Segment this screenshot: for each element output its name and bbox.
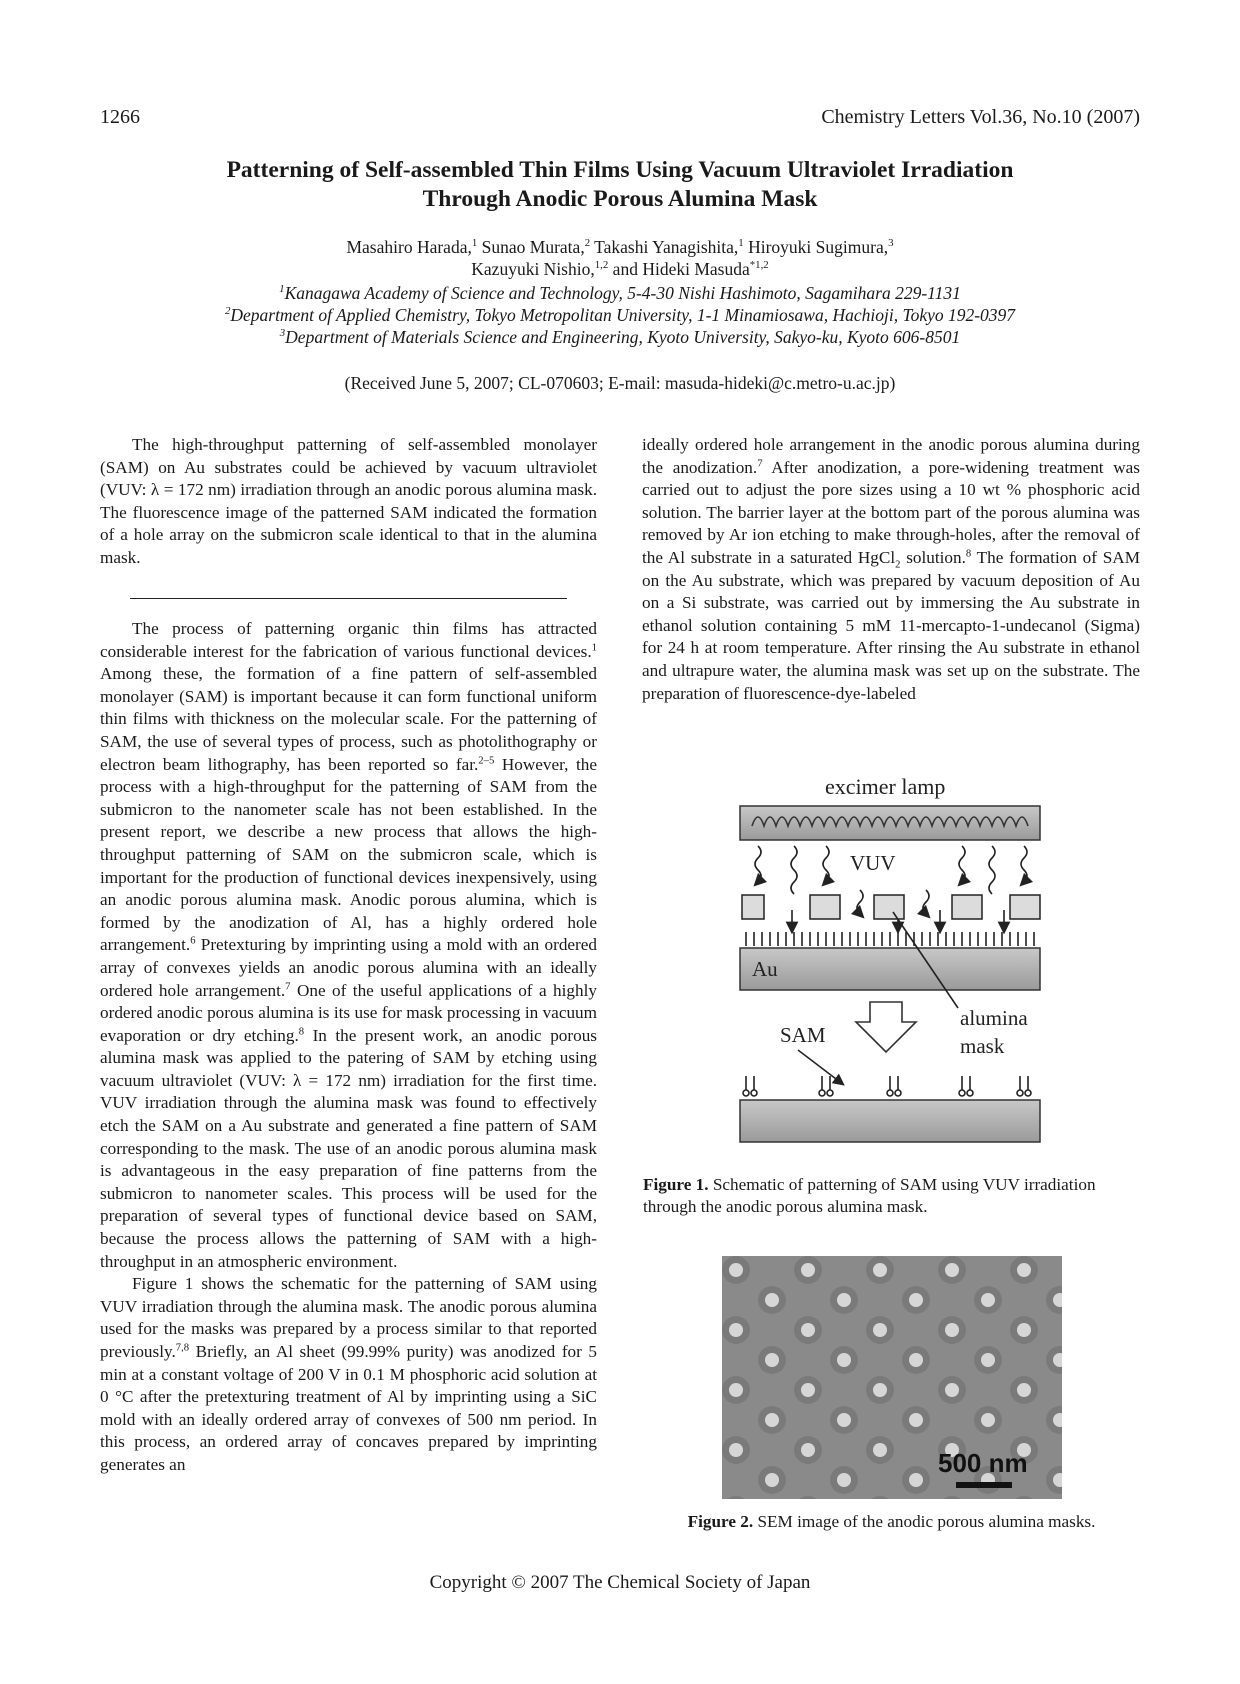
- title-line-1: Patterning of Self-assembled Thin Films Using Vacuum Ultraviolet Irradiation: [226, 157, 1014, 183]
- running-head: Chemistry Letters Vol.36, No.10 (2007): [821, 106, 1140, 128]
- author-list: [100, 236, 1140, 280]
- copyright-footer: Copyright © 2007 The Chemical Society of Japan: [429, 1572, 811, 1593]
- title-line-2: Through Anodic Porous Alumina Mask: [422, 186, 818, 212]
- paper-title: [100, 156, 1140, 214]
- left-column-body: [100, 618, 597, 1477]
- abstract: [100, 434, 597, 570]
- scale-bar: [956, 1482, 1012, 1488]
- page-number: 1266: [100, 106, 140, 128]
- sam-molecules-patterned: [743, 1076, 1031, 1096]
- right-column-body: [642, 434, 1140, 705]
- sam-molecules-top: [746, 932, 1034, 946]
- process-arrow: [856, 1002, 916, 1052]
- figure-1-caption: Figure 1. Schematic of patterning of SAM using VUV irradiation through the anodic porous alumina mask.: [643, 1175, 1096, 1216]
- abstract-divider: [130, 598, 567, 599]
- mask-label-1: alumina: [960, 1006, 1028, 1030]
- scale-bar-label: 500 nm: [938, 1448, 1028, 1478]
- body-paragraph-3: ideally ordered hole arrangement in the anodic porous alumina during the anodization.$^7$ After anodization, a pore-widening treatment was carried out to adjust the pore sizes using a 10 wt % phosphoric acid solution. The barrier layer at the bottom part of the porous alumina was removed by Ar ion etching to make through-holes, after the removal of the Al substrate in a saturated HgCl$_2$ solution.$^8$ The formation of SAM on the Au substrate, which was prepared by vacuum deposition of Au on a Si substrate, was carried out by immersing the Au substrate in ethanol solution containing 5 mM 11-mercapto-1-undecanol (Sigma) for 24 h at room temperature. After rinsing the Au substrate in ethanol and ultrapure water, the alumina mask was set up on the substrate. The preparation of fluorescence-dye-labeled: [642, 435, 1140, 703]
- alumina-mask-blocks: [742, 895, 1040, 919]
- received-line: (Received June 5, 2007; CL-070603; E-mail: masuda-hideki@c.metro-u.ac.jp): [344, 373, 896, 393]
- author-line-2: Kazuyuki Nishio,$^{1,2}$ and Hideki Masuda$^{*1,2}$: [471, 259, 769, 279]
- abstract-text: The high-throughput patterning of self-assembled monolayer (SAM) on Au substrates could be achieved by vacuum ultraviolet (VUV: λ = 172 nm) irradiation through an anodic porous alumina mask. The fluorescence image of the patterned SAM indicated the formation of a hole array on the submicron scale identical to that in the alumina mask.: [100, 435, 597, 567]
- au-substrate-bottom: [740, 1100, 1040, 1142]
- mask-label-2: mask: [960, 1034, 1005, 1058]
- au-substrate-top: [740, 948, 1040, 990]
- au-label: Au: [752, 957, 778, 981]
- lamp-label: excimer lamp: [825, 774, 946, 799]
- sam-label: SAM: [780, 1023, 826, 1047]
- affiliation-list: [100, 282, 1140, 348]
- affiliation-1: $^1$Kanagawa Academy of Science and Technology, 5-4-30 Nishi Hashimoto, Sagamihara 229-1131: [279, 283, 961, 303]
- figure-2-sem-image: [722, 1256, 1062, 1499]
- vuv-label: VUV: [850, 851, 896, 875]
- sam-pointer-line: [798, 1050, 840, 1082]
- figure-1-schematic: [730, 770, 1050, 1160]
- figure-2-caption: Figure 2. SEM image of the anodic porous alumina masks.: [687, 1512, 1096, 1531]
- excimer-lamp-housing: [740, 806, 1040, 840]
- affiliation-3: $^3$Department of Materials Science and Engineering, Kyoto University, Sakyo-ku, Kyoto 606-8501: [279, 327, 961, 347]
- affiliation-2: $^2$Department of Applied Chemistry, Tokyo Metropolitan University, 1-1 Minamiosawa, Hachioji, Tokyo 192-0397: [224, 305, 1016, 325]
- body-paragraph-2: Figure 1 shows the schematic for the patterning of SAM using VUV irradiation through the alumina mask. The anodic porous alumina used for the masks was prepared by a process similar to that reported previously.$^{7,8}$ Briefly, an Al sheet (99.99% purity) was anodized for 5 min at a constant voltage of 200 V in 0.1 M phosphoric acid solution at 0 °C after the pretexturing treatment of Al by imprinting using a SiC mold with an ideally ordered array of convexes of 500 nm period. In this process, an ordered array of concaves prepared by imprinting generates an: [100, 1274, 597, 1474]
- author-line-1: Masahiro Harada,$^1$ Sunao Murata,$^2$ Takashi Yanagishita,$^1$ Hiroyuki Sugimura,$^3$: [346, 237, 894, 257]
- body-paragraph-1: The process of patterning organic thin films has attracted considerable interest for the fabrication of various functional devices.$^1$ Among these, the formation of a fine pattern of self-assembled monolayer (SAM) is important because it can form functional uniform thin films with thickness on the molecular scale. For the patterning of SAM, the use of several types of process, such as photolithography or electron beam lithography, has been reported so far.$^{2-5}$ However, the process with a high-throughput for the patterning of SAM from the submicron to the nanometer scale has not been established. In the present report, we describe a new process that allows the high-throughput patterning of SAM on the submicron scale, which is important for the production of functional devices inexpensively, using an anodic porous alumina mask. Anodic porous alumina, which is formed by the anodization of Al, has a highly ordered hole arrangement.$^6$ Pretexturing by imprinting using a mold with an ordered array of convexes yields an anodic porous alumina with an ideally ordered hole arrangement.$^7$ One of the useful applications of a highly ordered anodic porous alumina is its use for mask processing in vacuum evaporation or dry etching.$^8$ In the present work, an anodic porous alumina mask was applied to the patering of SAM by etching using vacuum ultraviolet (VUV: λ = 172 nm) irradiation for the first time. VUV irradiation through the alumina mask was found to effectively etch the SAM on a Au substrate and generated a fine pattern of SAM corresponding to the mask. The use of an anodic porous alumina mask is advantageous in the easy preparation of fine patterns from the submicron to nanometer scales. This process will be used for the preparation of several types of functional device based on SAM, because the process allows the patterning of SAM with a high-throughput in an atmospheric environment.: [100, 619, 597, 1271]
